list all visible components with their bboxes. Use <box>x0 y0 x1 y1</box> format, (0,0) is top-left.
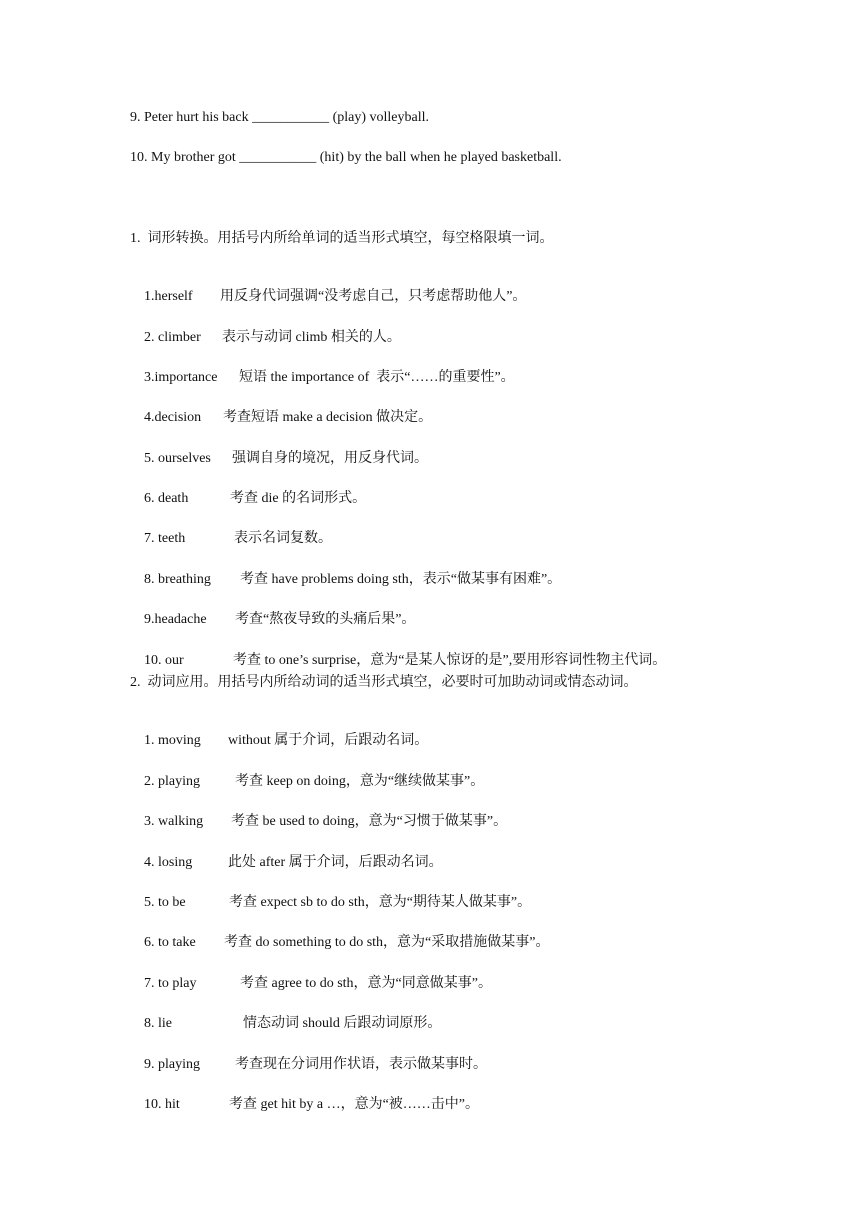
answer-word: 4. losing <box>144 855 193 870</box>
answer-word: 2. playing <box>144 774 200 789</box>
answer-word: 2. climber <box>144 330 201 345</box>
answer-row <box>130 1078 479 1132</box>
answer-explanation: 考查 get hit by a …，意为“被……击中”。 <box>229 1097 480 1112</box>
section-2-heading: 2. 动词应用。用括号内所给动词的适当形式填空，必要时可加助动词或情态动词。 <box>130 675 638 690</box>
answer-explanation: 表示名词复数。 <box>234 531 332 546</box>
answer-word: 9. playing <box>144 1057 200 1072</box>
answer-explanation: 此处 after 属于介词，后跟动名词。 <box>228 855 443 870</box>
answer-explanation: 情态动词 should 后跟动词原形。 <box>243 1016 442 1031</box>
answer-word: 5. ourselves <box>144 451 211 466</box>
answer-explanation: 考查 agree to do sth，意为“同意做某事”。 <box>240 976 492 991</box>
answer-explanation: 短语 the importance of 表示“……的重要性”。 <box>239 370 515 385</box>
answer-word: 7. teeth <box>144 531 186 546</box>
answer-word: 6. to take <box>144 935 196 950</box>
answer-word: 7. to play <box>144 976 197 991</box>
answer-word: 8. breathing <box>144 572 211 587</box>
answer-word: 8. lie <box>144 1016 172 1031</box>
answer-word: 3.importance <box>144 370 218 385</box>
answer-explanation: 考查 be used to doing，意为“习惯于做某事”。 <box>231 814 508 829</box>
answer-word: 3. walking <box>144 814 204 829</box>
question-9: 9. Peter hurt his back ___________ (play) volleyball. <box>130 110 429 125</box>
answer-explanation: 考查 die 的名词形式。 <box>230 491 367 506</box>
answer-explanation: 用反身代词强调“没考虑自己，只考虑帮助他人”。 <box>220 289 527 304</box>
answer-word: 1. moving <box>144 733 201 748</box>
answer-word: 9.headache <box>144 612 207 627</box>
answer-explanation: 考查 expect sb to do sth，意为“期待某人做某事”。 <box>229 895 532 910</box>
answer-explanation: 考查“熬夜导致的头痛后果”。 <box>235 612 416 627</box>
answer-explanation: 考查短语 make a decision 做决定。 <box>223 410 433 425</box>
answer-word: 6. death <box>144 491 189 506</box>
answer-word: 4.decision <box>144 410 202 425</box>
answer-word: 1.herself <box>144 289 193 304</box>
answer-explanation: 考查 have problems doing sth，表示“做某事有困难”。 <box>240 572 562 587</box>
answer-explanation: 考查 do something to do sth，意为“采取措施做某事”。 <box>224 935 550 950</box>
answer-explanation: 表示与动词 climb 相关的人。 <box>222 330 401 345</box>
question-10: 10. My brother got ___________ (hit) by the ball when he played basketball. <box>130 150 562 165</box>
answer-explanation: 考查现在分词用作状语，表示做某事时。 <box>235 1057 487 1072</box>
answer-explanation: without 属于介词，后跟动名词。 <box>228 733 429 748</box>
section-1-heading: 1. 词形转换。用括号内所给单词的适当形式填空，每空格限填一词。 <box>130 231 554 246</box>
answer-explanation: 强调自身的境况，用反身代词。 <box>232 451 428 466</box>
answer-word: 10. hit <box>144 1097 180 1112</box>
answer-explanation: 考查 keep on doing，意为“继续做某事”。 <box>235 774 485 789</box>
answer-word: 10. our <box>144 653 184 668</box>
answer-word: 5. to be <box>144 895 186 910</box>
answer-explanation: 考查 to one’s surprise，意为“是某人惊讶的是”,要用形容词性物主代词。 <box>233 653 667 668</box>
